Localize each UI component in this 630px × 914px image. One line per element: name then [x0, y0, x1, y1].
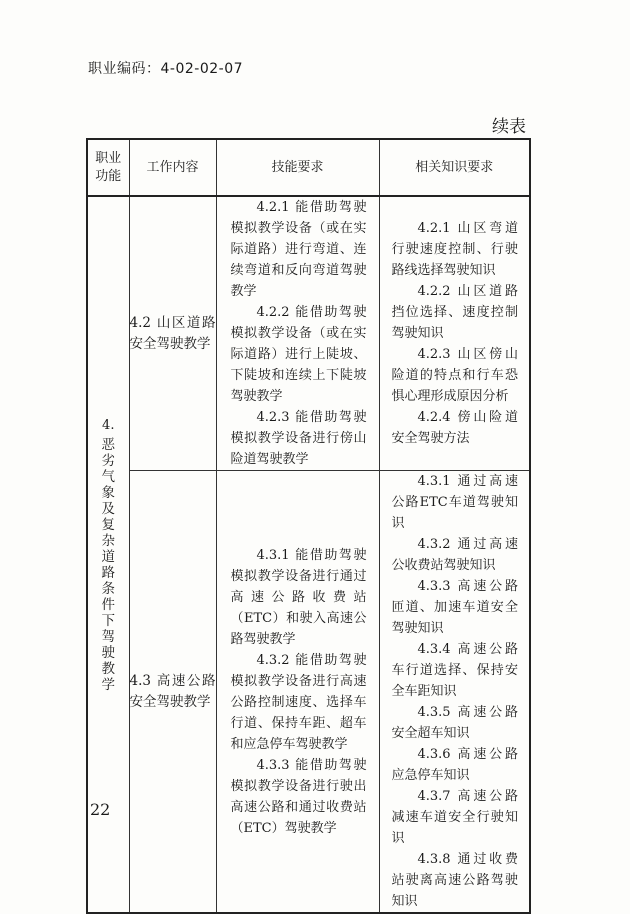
skill-item: 4.2.1 能借助驾驶模拟教学设备（或在实际道路）进行弯道、连续弯道和反向弯道驾驶教学 — [230, 200, 367, 299]
knowledge-item: 4.3.5 高速公路安全超车知识 — [391, 705, 518, 741]
knowledge-item: 4.2.4 傍山险道安全驾驶方法 — [391, 410, 518, 446]
skill-cell-4-2 — [216, 196, 379, 471]
header-function: 职业功能 — [87, 139, 129, 196]
knowledge-item: 4.3.8 通过收费站驶离高速公路驾驶知识 — [391, 852, 518, 909]
work-content-4-3: 4.3 高速公路安全驾驶教学 — [129, 471, 216, 914]
work-content-4-2: 4.2 山区道路安全驾驶教学 — [129, 196, 216, 471]
header-skill: 技能要求 — [216, 139, 379, 196]
knowledge-cell-4-3 — [379, 471, 530, 914]
knowledge-item: 4.3.3 高速公路匝道、加速车道安全驾驶知识 — [391, 579, 518, 636]
continued-label: 续表 — [492, 117, 526, 137]
skill-item: 4.2.3 能借助驾驶模拟教学设备进行傍山险道驾驶教学 — [230, 410, 367, 467]
skill-item: 4.3.1 能借助驾驶模拟教学设备进行通过高速公路收费站（ETC）和驶入高速公路驾驶教学 — [230, 547, 367, 647]
competency-table — [86, 138, 531, 914]
knowledge-cell-4-2 — [379, 196, 530, 471]
knowledge-item: 4.2.1 山区弯道行驶速度控制、行驶路线选择驾驶知识 — [391, 221, 518, 278]
table-row — [87, 471, 530, 914]
function-name: 恶劣气象及复杂道路条件下驾驶教学 — [101, 436, 115, 693]
function-number: 4. — [102, 417, 115, 433]
skill-item: 4.3.3 能借助驾驶模拟教学设备进行驶出高速公路和通过收费站（ETC）驾驶教学 — [230, 757, 367, 836]
knowledge-item: 4.2.3 山区傍山险道的特点和行车恐惧心理形成原因分析 — [391, 347, 518, 404]
occupation-code: 职业编码：4-02-02-07 — [88, 61, 244, 77]
knowledge-item: 4.3.1 通过高速公路ETC车道驾驶知识 — [391, 474, 518, 531]
table-row — [87, 196, 530, 471]
skill-item: 4.2.2 能借助驾驶模拟教学设备（或在实际道路）进行上陡坡、下陡坡和连续上下陡坡驾驶教学 — [230, 305, 367, 404]
header-knowledge: 相关知识要求 — [379, 139, 530, 196]
skill-cell-4-3 — [216, 471, 379, 914]
knowledge-item: 4.3.4 高速公路车行道选择、保持安全车距知识 — [391, 642, 518, 699]
table-header-row — [87, 139, 530, 196]
knowledge-item: 4.3.6 高速公路应急停车知识 — [391, 747, 518, 783]
knowledge-item: 4.3.2 通过高速公收费站驾驶知识 — [391, 537, 518, 573]
skill-item: 4.3.2 能借助驾驶模拟教学设备进行高速公路控制速度、选择车行道、保持车距、超车和应急停车驾驶教学 — [230, 652, 367, 752]
knowledge-item: 4.2.2 山区道路挡位选择、速度控制驾驶知识 — [391, 284, 518, 341]
header-work: 工作内容 — [129, 139, 216, 196]
knowledge-item: 4.3.7 高速公路减速车道安全行驶知识 — [391, 789, 518, 846]
page-number: 22 — [90, 800, 111, 819]
